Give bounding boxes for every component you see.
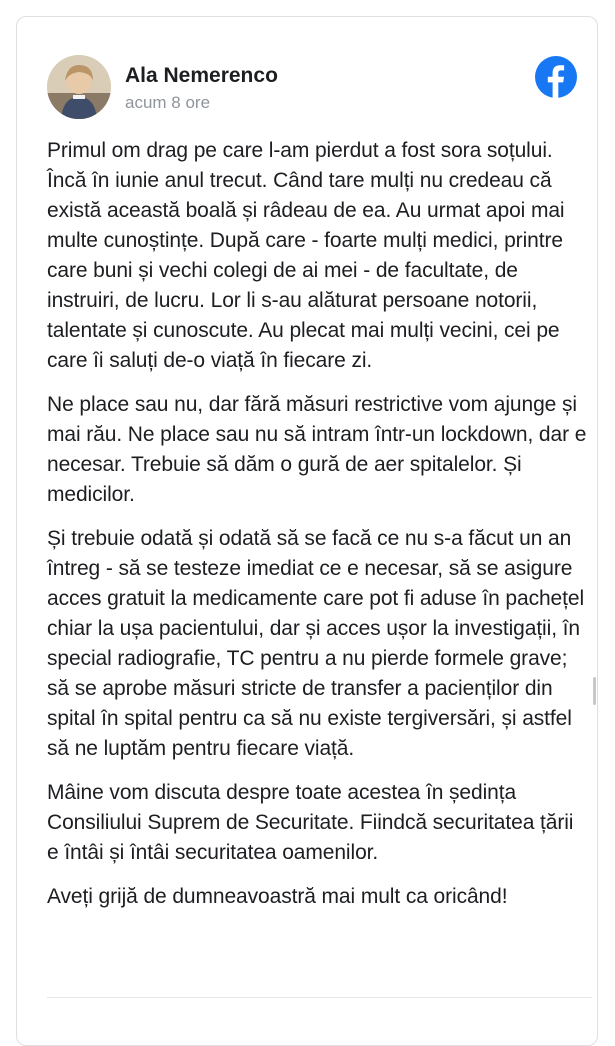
post-paragraph: Primul om drag pe care l-am pierdut a fost sora soțului. Încă în iunie anul trecut. Când tare mulți nu credeau că există această boală și râdeau de ea. Au urmat apoi mai multe cunoștințe. După care - foarte mulți medici, printre care buni și vechi colegi de ai mei - de facultate, de instruiri, de lucru. Lor li s-au alăturat persoane notorii, talentate și cunoscute. Au plecat mai mulți vecini, cei pe care îi saluți de-o viață în fiecare zi.	[47, 139, 565, 372]
author-name[interactable]: Ala Nemerenco	[125, 64, 278, 87]
avatar[interactable]	[47, 55, 111, 119]
post-paragraph: Ne place sau nu, dar fără măsuri restrictive vom ajunge și mai rău. Ne place sau nu să intram într-un lockdown, dar e necesar. Trebuie să dăm o gură de aer spitalelor. Și medicilor.	[47, 393, 587, 506]
post-paragraph: Și trebuie odată și odată să se facă ce nu s-a făcut un an întreg - să se testeze imediat ce e necesar, să se asigure acces gratuit la medicamente care pot fi aduse în pachețel chiar la ușa pacientului, dar și acces ușor la investigații, în special radiografie, TC pentru a nu pierde formele grave; să se aprobe măsuri stricte de transfer a pacienților din spital în spital pentru ca să nu existe tergiversări, și astfel să ne luptăm pentru fiecare viață.	[47, 527, 585, 760]
post-header	[47, 37, 577, 112]
post-text	[47, 136, 587, 926]
facebook-icon[interactable]	[535, 56, 577, 98]
post-card	[16, 16, 598, 1046]
avatar-image	[47, 55, 111, 119]
post-timestamp[interactable]: acum 8 ore	[125, 93, 211, 112]
scrollbar-thumb[interactable]	[593, 677, 596, 705]
post-divider	[47, 997, 592, 998]
post-paragraph: Mâine vom discuta despre toate acestea în ședința Consiliului Suprem de Securitate. Fiindcă securitatea țării e întâi și întâi securitatea oamenilor.	[47, 781, 574, 864]
post-paragraph: Aveți grijă de dumneavoastră mai mult ca oricând!	[47, 885, 508, 908]
